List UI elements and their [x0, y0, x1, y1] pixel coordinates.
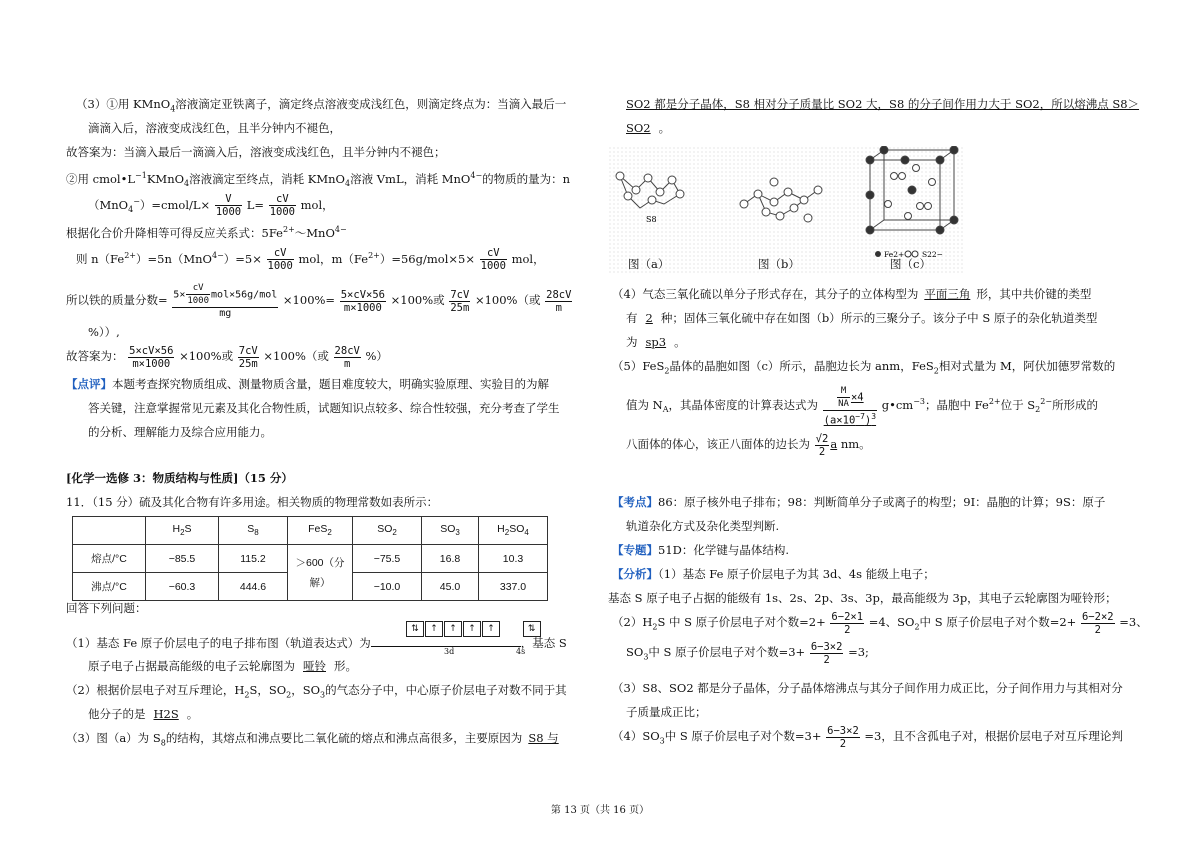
legend-fe-label: Fe2+ [884, 250, 905, 259]
fraction-cv-1000: $\frac{cV}{1000}$ [269, 193, 295, 219]
fenxi-line4: $SO_3$中 S 原子价层电子对个数=3+ $\frac{6-3\times 2}{2}$ =3; [626, 640, 869, 666]
orbital-label-4s: 4s [516, 647, 526, 656]
fraction-ans-28cv: $\frac{28cV}{m}$ [334, 344, 360, 370]
s8-ring-icon [616, 172, 684, 208]
part5-line1: （5）FeS$_2$晶体的晶胞如图（c）所示，晶胞边长为 anm，FeS$_2$相对式量为 M，阿伏加德罗常数的 [612, 359, 1116, 376]
table-cell: −60.3 [146, 573, 219, 601]
part2-line2: 他分子的是 H2S 。 [88, 707, 199, 721]
part4-line1: （4）气态三氧化硫以单分子形式存在，其分子的立体构型为 平面三角 形，其中共价键的类型 [612, 287, 1092, 301]
so3-trimer-icon [740, 178, 822, 222]
fig-b-caption: 图（b） [758, 257, 800, 271]
table-cell: 10.3 [479, 545, 548, 573]
part1-line2: 原子电子占据最高能级的电子云轮廓图为 哑铃 形。 [88, 659, 357, 673]
n-fe-formula: 则 $n(Fe^{2+})=5n(MnO^{4-})=5\times$ $\frac{cV}{1000}$ mol，$m(Fe^{2+})=56g/mol\times 5\times$ $\frac{cV}{1000}$ mol， [76, 247, 545, 273]
fraction-5cv56: $\frac{5\times cV\times 56}{m\times 1000}$ [340, 288, 385, 314]
fraction-cv-1000-c: $\frac{cV}{1000}$ [480, 247, 506, 273]
table-cell [73, 517, 146, 545]
fraction-621: $\frac{6-2\times 1}{2}$ [831, 610, 864, 636]
mass-fraction-formula: 所以铁的质量分数= 5× $\frac{cV}{1000}$ mol×56g/mol mg ×100%= $\frac{5\times cV\times 56}{m\times 1000}$ ×100%或 $\frac{7cV}{25m}$ ×100%（或 $\frac{28cV}{m}$ [66, 283, 572, 319]
answer-2: 故答案为： $\frac{5\times cV\times 56}{m\times 1000}$ ×100%或 $\frac{7cV}{25m}$ ×100%（或 $\frac{28cV}{m}$ %） [66, 344, 388, 370]
part4-line3: 为 sp3 。 [626, 335, 686, 349]
comment-line1: 【点评】本题考查探究物质组成、测量物质含量，题目难度较大，明确实验原理、实验目的为解 [66, 377, 549, 391]
table-cell: FeS$_2$ [288, 517, 353, 545]
comment-line3: 的分析、理解能力及综合应用能力。 [88, 425, 272, 439]
table-cell: 16.8 [422, 545, 479, 573]
table-cell: 115.2 [219, 545, 288, 573]
table-cell: 熔点/°C [73, 545, 146, 573]
legend-fe-icon [875, 251, 881, 257]
table-cell: 337.0 [479, 573, 548, 601]
part2-line1: （2）根据价层电子对互斥理论，$H_2S$，$SO_2$，$SO_3$的气态分子中，中心原子价层电子对数不同于其 [66, 683, 567, 700]
properties-table [72, 516, 548, 601]
density-fraction: $\frac{M}{NA}$ ×4 $(a\times 10^{-7})^3$ [823, 386, 877, 427]
legend-s2-label: S22− [922, 250, 943, 259]
fraction-cv-1000-b: $\frac{cV}{1000}$ [267, 247, 293, 273]
table-row [73, 545, 548, 573]
table-cell: $SO_2$ [353, 517, 422, 545]
sqrt2-fraction: $\frac{√2}{2}$ [815, 432, 829, 458]
fraction-632: $\frac{6-3\times 2}{2}$ [810, 640, 843, 666]
table-cell: $SO_3$ [422, 517, 479, 545]
table-cell: $H_2S$ [146, 517, 219, 545]
fraction-28cv-m: $\frac{28cV}{m}$ [546, 288, 572, 314]
orbital-box: ⇅ [406, 621, 424, 637]
orbital-box: ↑ [425, 621, 443, 637]
q3-part1-line1: （3）①用 KMnO$_4$溶液滴定亚铁离子，滴定终点溶液变成浅红色，则滴定终点为：当滴入最后一 [76, 97, 567, 114]
kaodian-line2: 轨道杂化方式及杂化类型判断. [626, 519, 780, 533]
table-cell: −75.5 [353, 545, 422, 573]
answer-prompt: 回答下列问题： [66, 601, 147, 615]
orbital-box: ↑ [482, 621, 500, 637]
fraction-7cv-25m: $\frac{7cV}{25m}$ [450, 288, 470, 314]
fig-s8-label: S8 [646, 215, 657, 224]
fraction-mass: 5× $\frac{cV}{1000}$ mol×56g/mol mg [173, 283, 278, 319]
fenxi-line1: 【分析】（1）基态 Fe 原子价层电子为其 3d、4s 能级上电子； [612, 567, 935, 581]
section-title: [化学一选修 3：物质结构与性质]（15 分） [66, 471, 293, 485]
q3-part1-line2: 滴滴入后，溶液变成浅红色，且半分钟内不褪色， [88, 121, 341, 135]
structure-svg [608, 146, 964, 274]
table-cell: $S_8$ [219, 517, 288, 545]
r-continue-line2: SO2 。 [626, 121, 671, 135]
mno4-formula: （MnO$_4$−）=cmol/L× $\frac{V}{1000}$ L= $\frac{cV}{1000}$ mol， [88, 193, 334, 219]
fenxi-line2: 基态 S 原子电子占据的能级有 1s、2s、2p、3s、3p，最高能级为 3p，其电子云轮廓图为哑铃形； [608, 591, 1117, 605]
orbital-box: ⇅ [523, 621, 541, 637]
part3-line1: （3）图（a）为 $S_8$的结构，其熔点和沸点要比二氧化硫的熔点和沸点高很多，主要原因为 S8 与 [66, 731, 559, 748]
part1-line1: （1）基态 Fe 原子价层电子的电子排布图（轨道表达式）为 ，基态 S [66, 636, 567, 650]
table-cell: 444.6 [219, 573, 288, 601]
r-continue-line1: SO2 都是分子晶体，S8 相对分子质量比 SO2 大，S8 的分子间作用力大于 SO2，所以熔沸点 S8＞ [626, 97, 1140, 111]
fraction-632-b: $\frac{6-3\times 2}{2}$ [827, 724, 859, 750]
fes2-unit-cell-icon [866, 146, 958, 234]
fraction-622: $\frac{6-2\times 2}{2}$ [1081, 610, 1114, 636]
orbital-box: ↑ [463, 621, 481, 637]
table-cell: 45.0 [422, 573, 479, 601]
table-header-row [73, 517, 548, 545]
table-cell-fes2: ＞600（分 解） [288, 545, 353, 601]
fenxi-line7: $(4)SO_3$中 S 原子价层电子对个数=3+ $\frac{6-3\times 2}{2}$ =3，且不含孤电子对，根据价层电子对互斥理论判 [612, 724, 1123, 750]
pct-close: %））, [88, 325, 120, 339]
relation-line: 根据化合价升降相等可得反应关系式：$5Fe^{2+}\sim MnO^{4-}$ [66, 225, 347, 240]
answer-1: 故答案为：当滴入最后一滴滴入后，溶液变成浅红色，且半分钟内不褪色； [66, 145, 446, 159]
fraction-ans-5cv56: $\frac{5\times cV\times 56}{m\times 1000}$ [129, 344, 174, 370]
part5-line2: 值为 $N_A$，其晶体密度的计算表达式为 $\frac{M}{NA}$ ×4 $(a\times 10^{-7})^3$ $g•cm^{-3}$；晶胞中 $Fe^{2+}$位于 $S_2^{2-}$所形成的 [626, 386, 1099, 427]
orbital-box: ↑ [444, 621, 462, 637]
structure-figures [608, 146, 964, 274]
kaodian-line1: 【考点】86：原子核外电子排布；98：判断简单分子或离子的构型；9I：晶胞的计算；9S：原子 [612, 495, 1106, 509]
fenxi-line3: $(2)H_2S$ 中 S 原子价层电子对个数=2+ $\frac{6-2\times 1}{2}$ =4、$SO_2$中 S 原子价层电子对个数=2+ $\frac{6-2\times 2}{2}$ =3、 [612, 610, 1148, 636]
question-11: 11．（15 分）硫及其化合物有许多用途。相关物质的物理常数如表所示： [66, 495, 439, 509]
table-cell: $H_2SO_4$ [479, 517, 548, 545]
page-footer: 第 13 页（共 16 页） [550, 805, 650, 816]
zhuanti-line: 【专题】51D：化学键与晶体结构. [612, 543, 790, 557]
q3-part2-line1: ②用 $cmol•L^{-1}KMnO_4$溶液滴定至终点，消耗 KMnO$_4$溶液 VmL，消耗 MnO$^{4-}$的物质的量为：n [66, 171, 571, 189]
part5-line3: 八面体的体心，该正八面体的边长为 $\frac{√2}{2}$ a nm。 [626, 432, 871, 458]
orbital-label-3d: 3d [444, 647, 455, 656]
fraction-ans-7cv: $\frac{7cV}{25m}$ [238, 344, 258, 370]
table-cell: −10.0 [353, 573, 422, 601]
comment-line2: 答关键，注意掌握常见元素及其化合物性质，试题知识点较多、综合性较强，充分考查了学生 [88, 401, 560, 415]
fig-a-caption: 图（a） [628, 257, 670, 271]
table-cell: 沸点/°C [73, 573, 146, 601]
fenxi-line5: （3）S8、SO2 都是分子晶体，分子晶体熔沸点与其分子间作用力成正比，分子间作用力与其相对分 [612, 681, 1123, 695]
fraction-v-1000: $\frac{V}{1000}$ [215, 193, 242, 219]
fenxi-line6: 子质量成正比； [626, 705, 707, 719]
part4-line2: 有 2 种；固体三氧化硫中存在如图（b）所示的三聚分子。该分子中 S 原子的杂化轨道类型 [626, 311, 1098, 325]
table-cell: −85.5 [146, 545, 219, 573]
fig-c-caption: 图（c） [890, 257, 931, 271]
